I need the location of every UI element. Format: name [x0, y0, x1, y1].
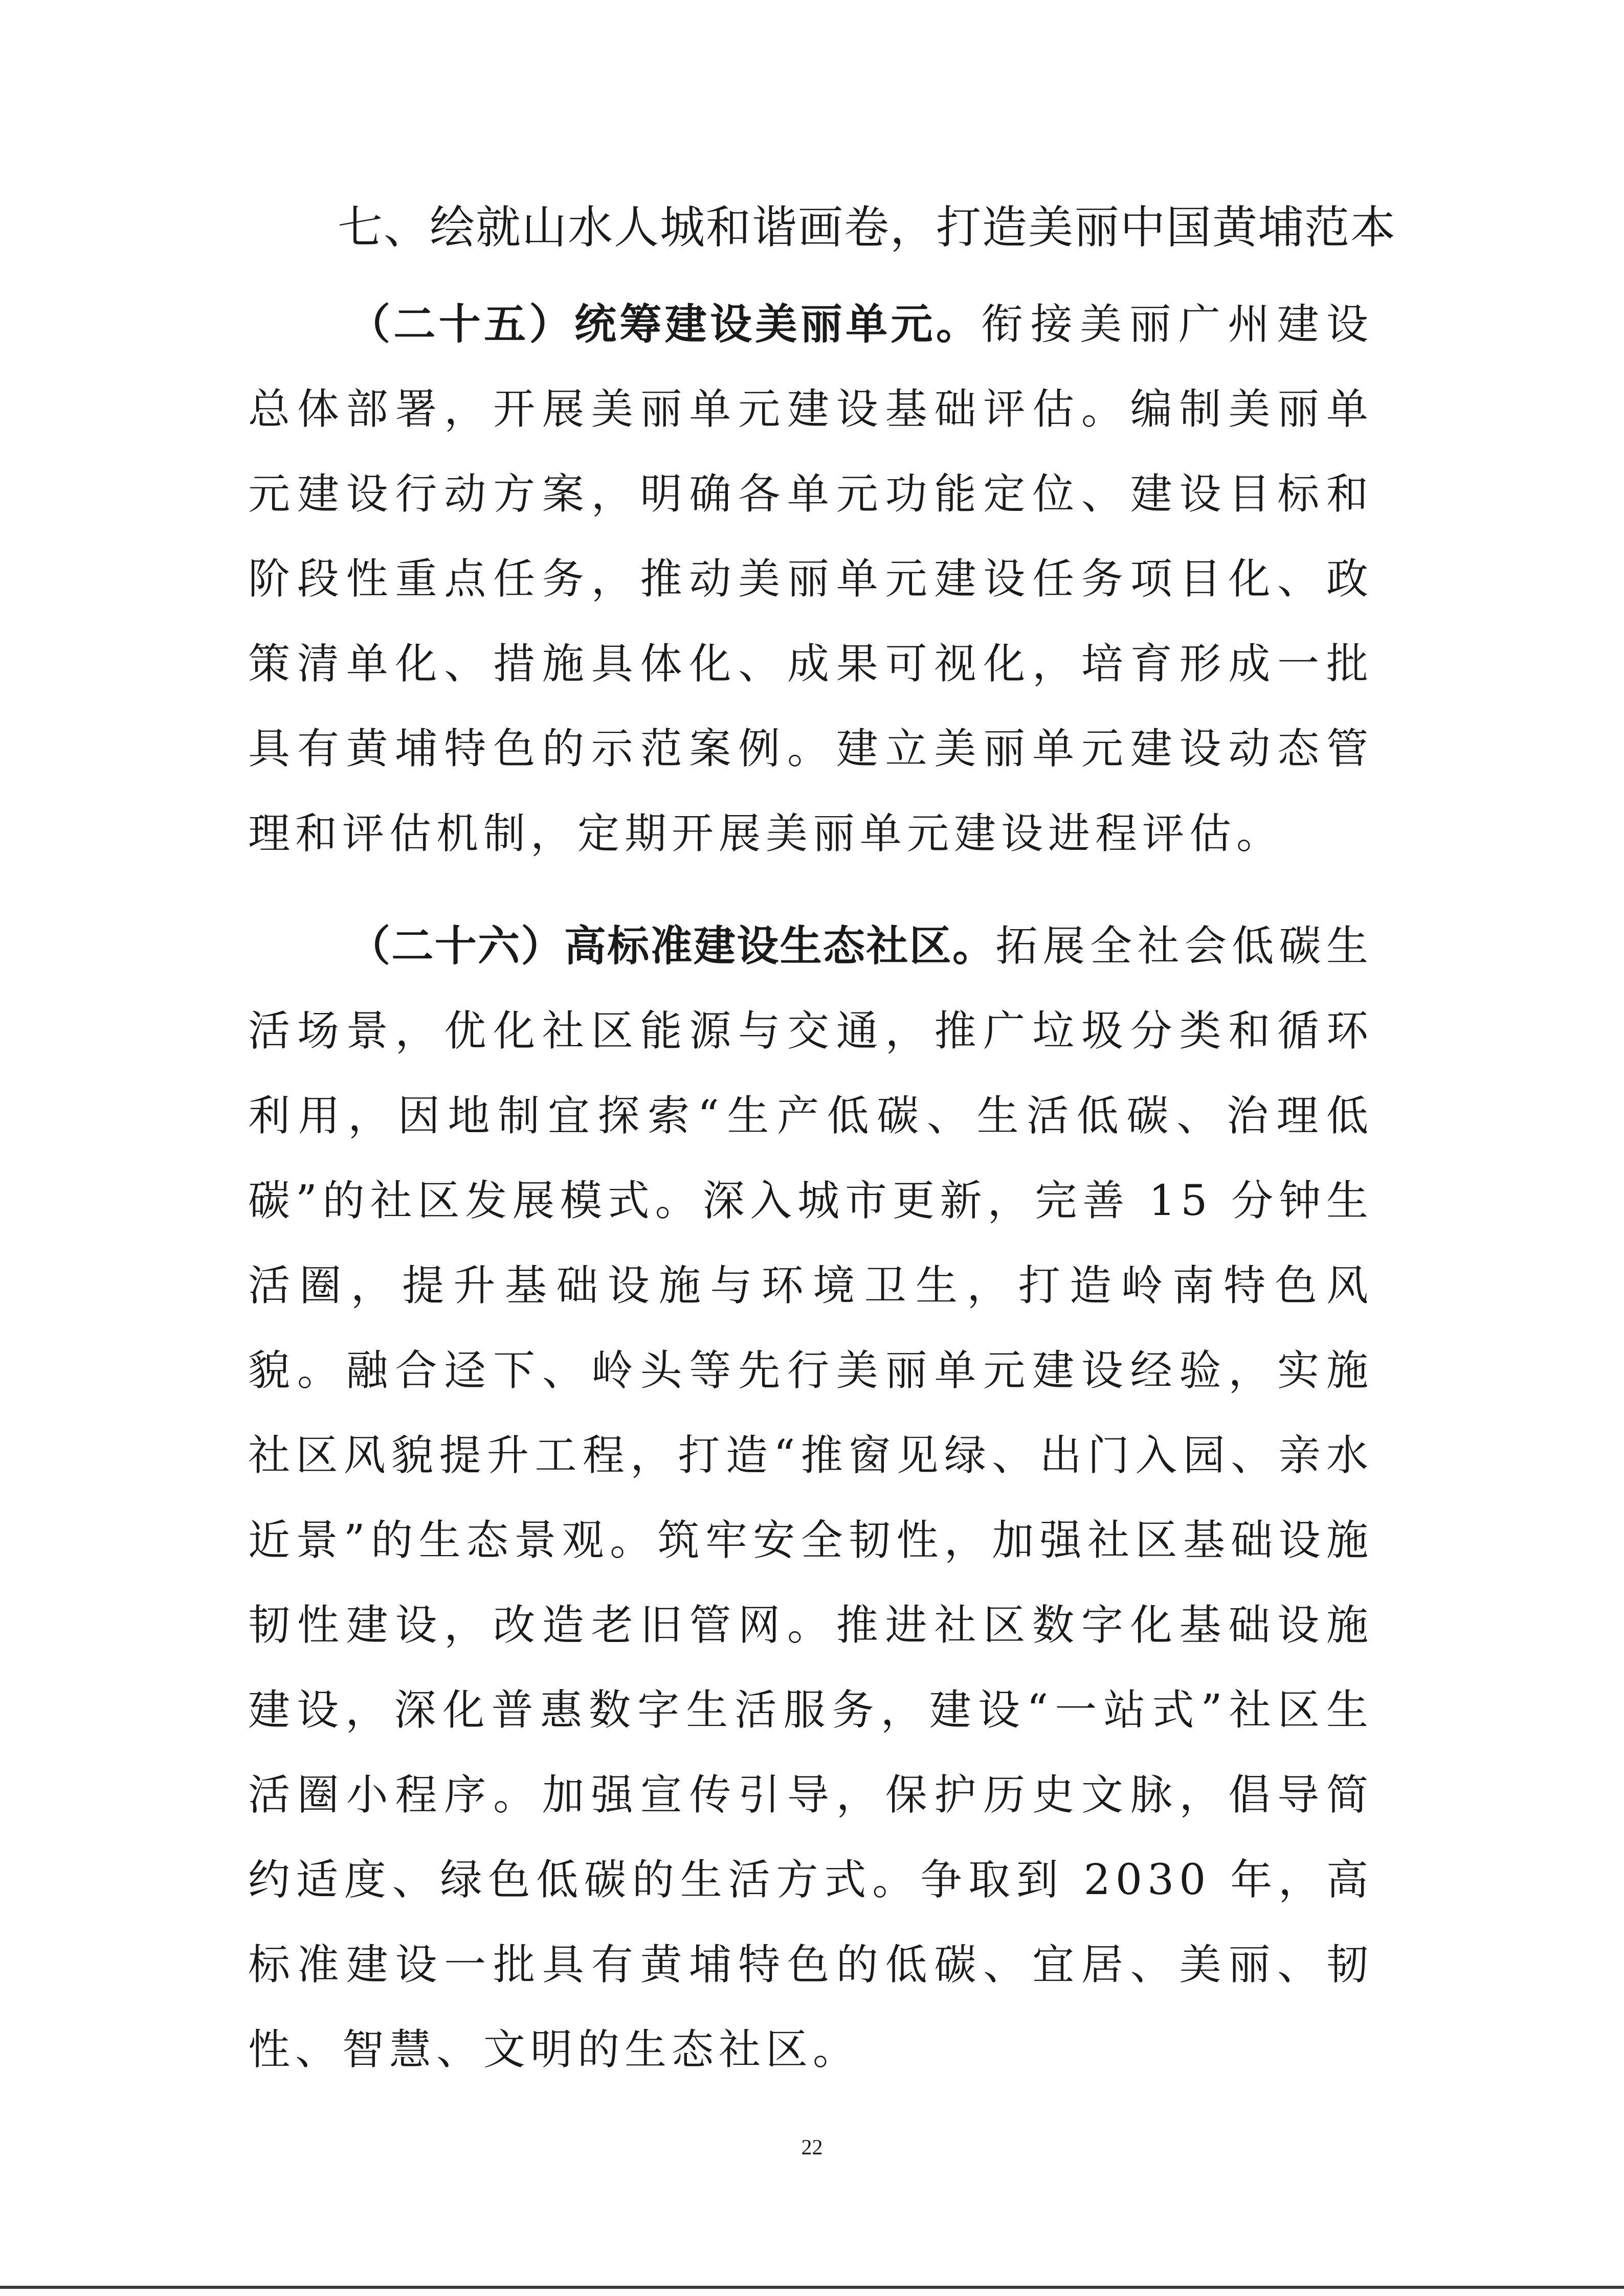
paragraph-25-body: 衔接美丽广州建设总体部署，开展美丽单元建设基础评估。编制美丽单元建设行动方案，明确各单元功能定位、建设目标和阶段性重点任务，推动美丽单元建设任务项目化、政策清单化、措施具体化、成果可视化，培育形成一批具有黄埔特色的示范案例。建立美丽单元建设动态管理和评估机制，定期开展美丽单元建设进程评估。 — [248, 300, 1373, 858]
paragraph-25-lead: （二十五）统筹建设美丽单元。 — [348, 300, 982, 349]
section-heading: 七、绘就山水人城和谐画卷，打造美丽中国黄埔范本 — [338, 201, 1397, 254]
paragraph-26-lead: （二十六）高标准建设生态社区。 — [348, 922, 996, 971]
paragraph-26 — [248, 904, 1373, 2092]
bottom-edge-line — [0, 2286, 1624, 2289]
paragraph-25 — [248, 282, 1373, 876]
page-number: 22 — [801, 2136, 823, 2159]
paragraph-26-body: 拓展全社会低碳生活场景，优化社区能源与交通，推广垃圾分类和循环利用，因地制宜探索“生产低碳、生活低碳、治理低碳”的社区发展模式。深入城市更新，完善 15 分钟生活圈，提升基础设施与环境卫生，打造岭南特色风貌。融合迳下、岭头等先行美丽单元建设经验，实施社区风貌提升工程，打造“推窗见绿、出门入园、亲水近景”的生态景观。筑牢安全韧性，加强社区基础设施韧性建设，改造老旧管网。推进社区数字化基础设施建设，深化普惠数字生活服务，建设“一站式”社区生活圈小程序。加强宣传引导，保护历史文脉，倡导简约适度、绿色低碳的生活方式。争取到 2030 年，高标准建设一批具有黄埔特色的低碳、宜居、美丽、韧性、智慧、文明的生态社区。 — [248, 922, 1373, 2074]
